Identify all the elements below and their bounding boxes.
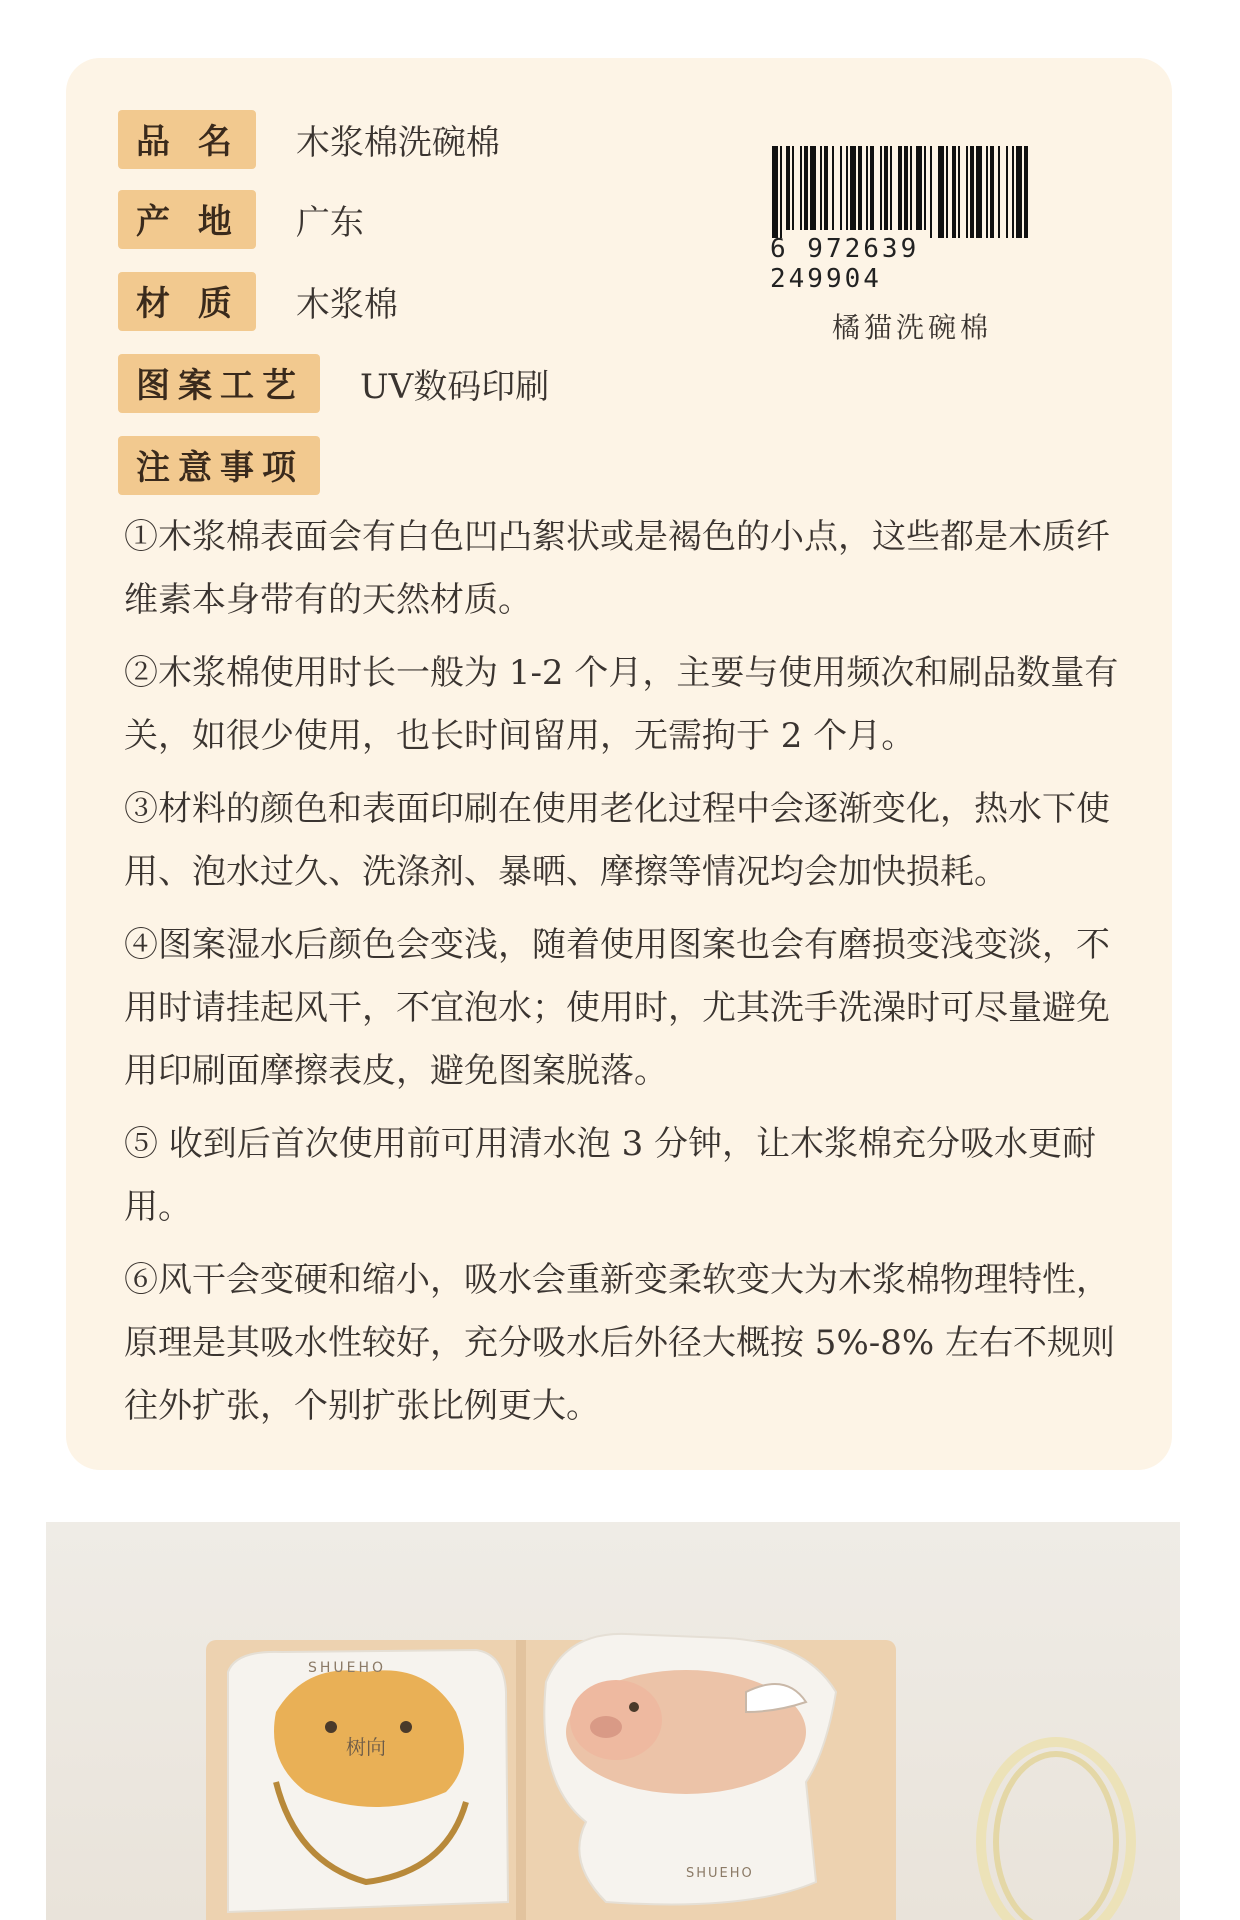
barcode-bar (946, 146, 948, 238)
barcode-bar (846, 146, 848, 230)
spec-value: UV数码印刷 (360, 367, 550, 407)
note-5: ⑤ 收到后首次使用前可用清水泡 3 分钟，让木浆棉充分吸水更耐用。 (124, 1124, 1097, 1227)
barcode-bar (804, 146, 808, 230)
spec-row-origin (118, 190, 364, 249)
barcode-bar (898, 146, 902, 230)
note-4: ④图案湿水后颜色会变浅，随着使用图案也会有磨损变浅变淡，不用时请挂起风干，不宜泡水；使用时，尤其洗手洗澡时可尽量避免用印刷面摩擦表皮，避免图案脱落。 (124, 925, 1110, 1091)
barcode-bar (810, 146, 816, 230)
barcode-bar (966, 146, 968, 238)
spec-value: 木浆棉 (295, 285, 398, 325)
barcode-bar (952, 146, 956, 238)
barcode-bar (1024, 146, 1028, 238)
barcode-bar (880, 146, 882, 230)
barcode-bar (1006, 146, 1008, 238)
barcode-bar (916, 146, 922, 230)
barcode-bar (870, 146, 874, 230)
barcode-product-name: 橘猫洗碗棉 (832, 311, 993, 344)
notes-list (124, 506, 1124, 1448)
note-1: ①木浆棉表面会有白色凹凸絮状或是褐色的小点，这些都是木质纤维素本身带有的天然材质。 (124, 517, 1110, 620)
spec-label: 产 地 (118, 190, 256, 249)
barcode-bar (858, 146, 862, 230)
barcode-bar (786, 146, 790, 230)
note-2: ②木浆棉使用时长一般为 1-2 个月，主要与使用频次和刷品数量有关，如很少使用，也长时间留用，无需拘于 2 个月。 (124, 653, 1119, 756)
spec-row-process (118, 354, 549, 413)
barcode-bar (824, 146, 828, 230)
note-3: ③材料的颜色和表面印刷在使用老化过程中会逐渐变化，热水下使用、泡水过久、洗涤剂、暴晒、摩擦等情况均会加快损耗。 (124, 789, 1110, 892)
spec-row-name (118, 110, 500, 169)
barcode-bar (772, 146, 778, 238)
barcode-bar (904, 146, 908, 230)
barcode-bar (792, 146, 794, 230)
barcode-bar (986, 146, 988, 238)
barcode-bar (970, 146, 974, 238)
barcode (770, 146, 1040, 346)
spec-label: 品 名 (118, 110, 256, 169)
barcode-bar (780, 146, 782, 238)
barcode-bar (840, 146, 842, 230)
spec-label: 材 质 (118, 272, 256, 331)
barcode-bar (930, 146, 932, 238)
notes-heading: 注意事项 (118, 436, 320, 495)
barcode-bar (890, 146, 892, 230)
spec-value: 广东 (295, 203, 364, 243)
notes-heading-row (118, 436, 320, 495)
barcode-bar (976, 146, 982, 238)
barcode-bar (910, 146, 912, 230)
hanging-rope (981, 1742, 1131, 1920)
spec-label: 图案工艺 (118, 354, 320, 413)
barcode-bar (866, 146, 868, 230)
barcode-number: 6 972639 249904 (770, 234, 920, 294)
barcode-bar (1012, 146, 1014, 238)
barcode-bars (770, 146, 1032, 238)
spec-value: 木浆棉洗碗棉 (295, 123, 500, 163)
note-6: ⑥风干会变硬和缩小，吸水会重新变柔软变大为木浆棉物理特性，原理是其吸水性较好，充分吸水后外径大概按 5%-8% 左右不规则往外扩张，个别扩张比例更大。 (124, 1260, 1115, 1426)
spec-row-material (118, 272, 398, 331)
barcode-bar (1016, 146, 1022, 238)
product-photo (46, 1522, 1180, 1920)
barcode-bar (998, 146, 1000, 238)
barcode-bar (924, 146, 926, 230)
barcode-bar (938, 146, 944, 238)
barcode-bar (990, 146, 994, 238)
barcode-bar (832, 146, 834, 230)
barcode-bar (958, 146, 960, 238)
barcode-bar (800, 146, 802, 230)
brand-text-left: SHUEHO (308, 1660, 387, 1676)
barcode-bar (820, 146, 822, 230)
barcode-bar (884, 146, 888, 230)
barcode-bar (850, 146, 856, 230)
brand-text-right: SHUEHO (686, 1866, 754, 1881)
logo-text: 树向 (346, 1735, 386, 1759)
product-photo-illustration (46, 1522, 1180, 1920)
